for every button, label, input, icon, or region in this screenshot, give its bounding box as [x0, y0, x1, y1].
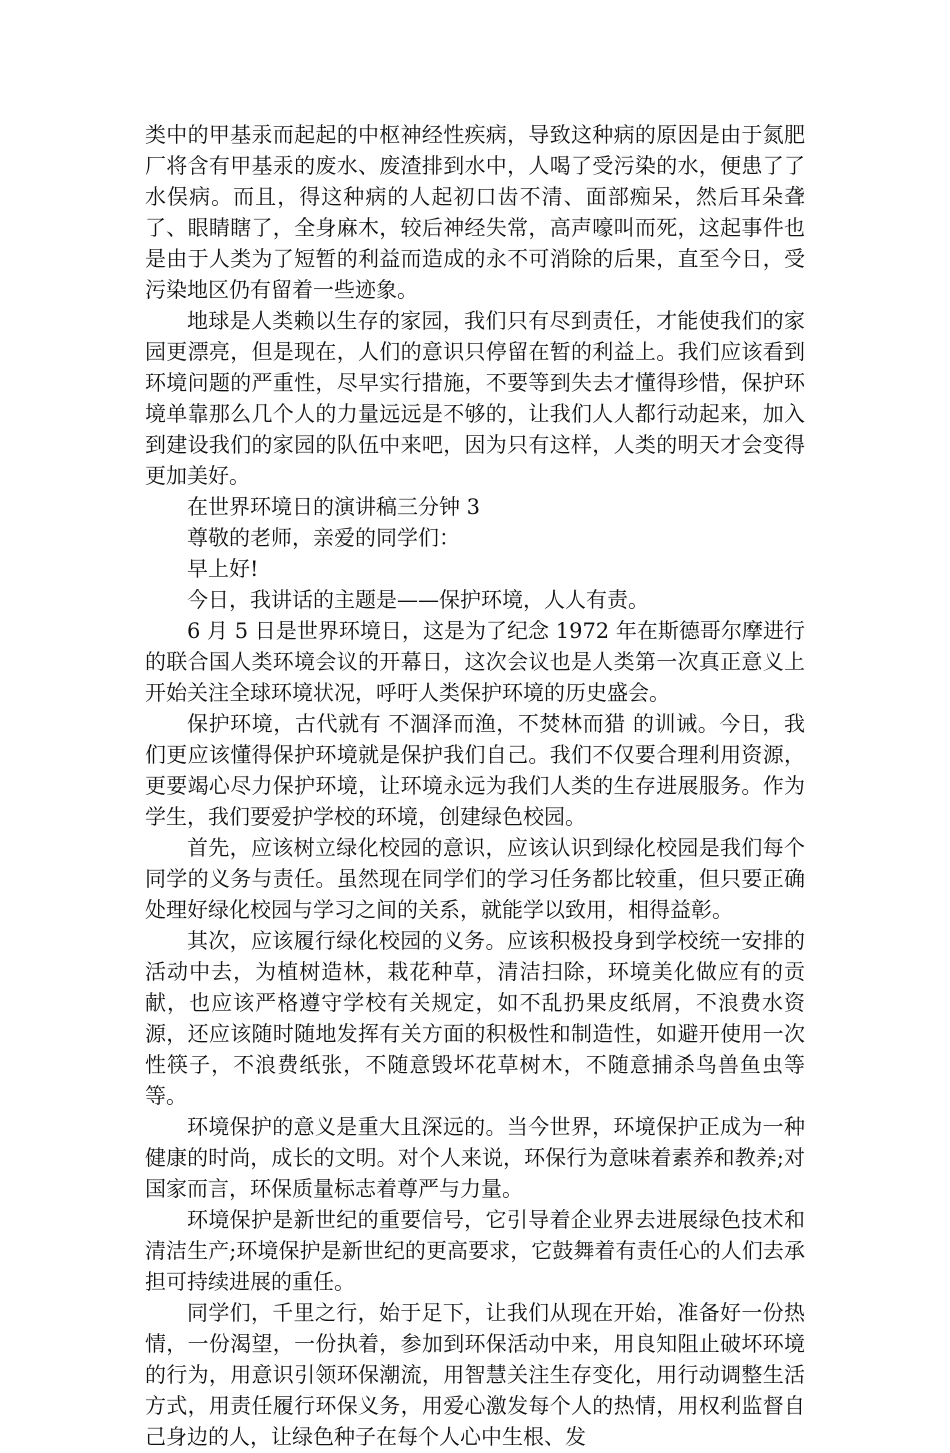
- paragraph-protect-environment: 保护环境，古代就有 不涸泽而渔，不焚林而猎 的训诫。今日，我们更应该懂得保护环境就是保护我们自己。我们不仅要合理利用资源，更要竭心尽力保护环境，让环境永远为我们人类的生存进展服务。作为学生，我们要爱护学校的环境，创建绿色校园。: [145, 712, 805, 829]
- paragraph-new-century: 环境保护是新世纪的重要信号，它引导着企业界去进展绿色技术和清洁生产;环境保护是新世纪的更高要求，它鼓舞着有责任心的人们去承担可持续进展的重任。: [145, 1208, 805, 1294]
- document-body: [145, 120, 805, 1453]
- paragraph-environment-day: 6 月 5 日是世界环境日，这是为了纪念 1972 年在斯德哥尔摩进行的联合国人类环境会议的开幕日，这次会议也是人类第一次真正意义上开始关注全球环境状况，呼吁人类保护环境的历史盛会。: [145, 619, 805, 705]
- speech-title: 在世界环境日的演讲稿三分钟 3: [187, 495, 481, 519]
- paragraph-second: 其次，应该履行绿化校园的义务。应该积极投身到学校统一安排的活动中去，为植树造林，栽花种草，清洁扫除，环境美化做应有的贡献，也应该严格遵守学校有关规定，如不乱扔果皮纸屑，不浪费水资源，还应该随时随地发挥有关方面的积极性和制造性，如避开使用一次性筷子，不浪费纸张，不随意毁坏花草树木，不随意捕杀鸟兽鱼虫等等。: [145, 929, 805, 1108]
- paragraph-significance: 环境保护的意义是重大且深远的。当今世界，环境保护正成为一种健康的时尚，成长的文明。对个人来说，环保行为意味着素养和教养;对国家而言，环保质量标志着尊严与力量。: [145, 1115, 805, 1201]
- salutation: 尊敬的老师，亲爱的同学们：: [187, 526, 460, 550]
- paragraph-first: 首先，应该树立绿化校园的意识，应该认识到绿化校园是我们每个同学的义务与责任。虽然现在同学们的学习任务都比较重，但只要正确处理好绿化校园与学习之间的关系，就能学以致用，相得益彰。: [145, 836, 805, 922]
- speech-topic: 今日，我讲话的主题是——保护环境，人人有责。: [187, 588, 649, 612]
- paragraph-call-to-action: 同学们，千里之行，始于足下，让我们从现在开始，准备好一份热情，一份渴望，一份执着，参加到环保活动中来，用良知阻止破坏环境的行为，用意识引领环保潮流，用智慧关注生存变化，用行动调整生活方式，用责任履行环保义务，用爱心激发每个人的热情，用权利监督自己身边的人，让绿色种子在每个人心中生根、发: [145, 1301, 805, 1449]
- paragraph-continuation: 类中的甲基汞而起起的中枢神经性疾病，导致这种病的原因是由于氮肥厂将含有甲基汞的废水、废渣排到水中，人喝了受污染的水，便患了了水俣病。而且，得这种病的人起初口齿不清、面部痴呆，然后耳朵聋了、眼睛瞎了，全身麻木，较后神经失常，高声嚎叫而死，这起事件也是由于人类为了短暂的利益而造成的永不可消除的后果，直至今日，受污染地区仍有留着一些迹象。: [145, 123, 805, 302]
- greeting: 早上好!: [187, 557, 259, 581]
- paragraph-earth-home: 地球是人类赖以生存的家园，我们只有尽到责任，才能使我们的家园更漂亮，但是现在，人们的意识只停留在暂的利益上。我们应该看到环境问题的严重性，尽早实行措施，不要等到失去才懂得珍惜，保护环境单靠那么几个人的力量远远是不够的，让我们人人都行动起来，加入到建设我们的家园的队伍中来吧，因为只有这样，人类的明天才会变得更加美好。: [145, 309, 805, 488]
